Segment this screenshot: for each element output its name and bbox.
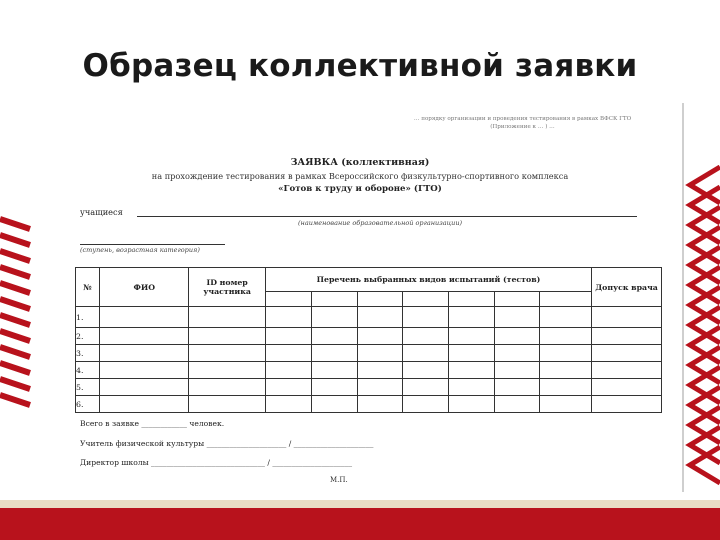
director-signature-line: Директор школы ______________________________ / _____________________	[80, 458, 353, 467]
org-hint: (наименование образовательной организации)	[298, 219, 463, 227]
teacher-signature-line: Учитель физической культуры _____________________ / _____________________	[80, 439, 374, 448]
row-number: 1.	[76, 307, 100, 328]
class-underline	[80, 244, 225, 245]
left-chevron-decoration	[0, 215, 32, 415]
header-note: … порядку организации и проведения тестирования в рамках ВФСК ГТО (Приложение к … ) …	[413, 116, 632, 130]
row-number: 6.	[76, 396, 100, 413]
table-row	[76, 345, 662, 362]
seal-label: М.П.	[330, 476, 348, 484]
row-number: 5.	[76, 379, 100, 396]
right-chevron-decoration	[684, 165, 720, 495]
row-number: 4.	[76, 362, 100, 379]
bottom-tan-stripe	[0, 500, 720, 508]
header-fio: ФИО	[100, 268, 189, 307]
class-hint: (ступень, возрастная категория)	[80, 246, 200, 254]
table-row	[76, 396, 662, 413]
document-subheading: на прохождение тестирования в рамках Всероссийского физкультурно-спортивного комплекса	[151, 171, 569, 181]
table-row	[76, 328, 662, 345]
header-doctor: Допуск врача	[592, 268, 662, 307]
header-num: №	[76, 268, 100, 307]
row-number: 2.	[76, 328, 100, 345]
header-id: ID номер участника	[189, 268, 265, 307]
row-number: 3.	[76, 345, 100, 362]
students-underline	[137, 216, 637, 217]
total-line: Всего в заявке ____________ человек.	[80, 419, 225, 428]
slide-title: Образец коллективной заявки	[82, 48, 638, 84]
header-tests: Перечень выбранных видов испытаний (тестов)	[265, 268, 591, 292]
students-label: учащиеся	[80, 207, 123, 217]
participants-table	[75, 267, 662, 413]
document-heading: ЗАЯВКА (коллективная)	[290, 157, 430, 168]
bottom-red-band	[0, 508, 720, 540]
document-program: «Готов к труду и обороне» (ГТО)	[278, 184, 442, 194]
table-row	[76, 307, 662, 328]
table-row	[76, 362, 662, 379]
table-row	[76, 379, 662, 396]
